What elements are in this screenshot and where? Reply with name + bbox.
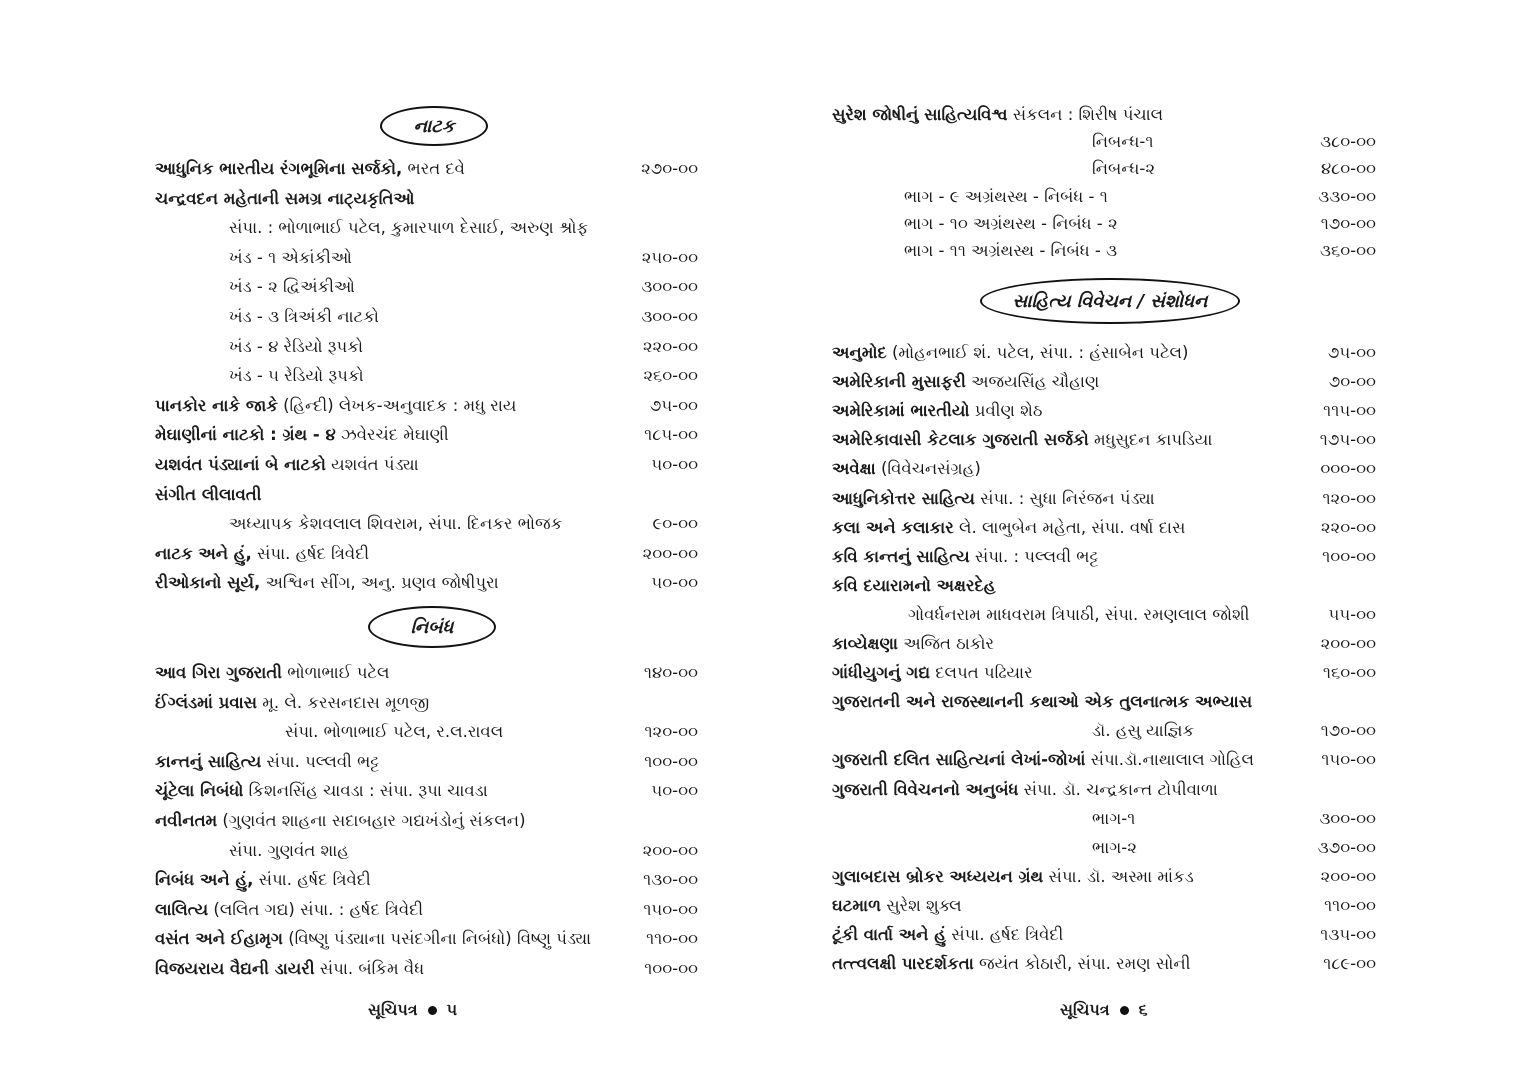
book-details: સંપા. ભોળાભાઈ પટેલ, ર.લ.રાવલ: [285, 722, 504, 742]
entry-text: [832, 779, 1218, 801]
catalog-entry: [832, 213, 1376, 237]
catalog-entry: [832, 837, 1376, 861]
book-title: ગુજરાતી દલિત સાહિત્યનાં લેખાં-જોખાં: [832, 750, 1086, 770]
entry-text: [904, 240, 1117, 262]
catalog-entry: [155, 158, 698, 182]
catalog-entry: [155, 484, 698, 508]
catalog-entry: [155, 899, 698, 923]
book-price: ૧૮૫-૦૦: [644, 425, 698, 445]
entry-text: [229, 513, 562, 535]
book-title: અમેરિકામાં ભારતીયો: [832, 401, 970, 421]
book-price: ૯૦-૦૦: [652, 514, 698, 534]
book-details: ભાગ - ૧૧ અગ્રંથસ્થ - નિબંધ - ૩: [904, 241, 1118, 260]
entry-text: [229, 840, 349, 862]
catalog-entry: [155, 721, 698, 745]
entry-text: [832, 488, 1155, 510]
entry-text: [832, 546, 1098, 568]
entry-text: [832, 953, 1190, 975]
catalog-entry: [155, 188, 698, 212]
catalog-entry: [832, 953, 1376, 977]
book-details: સંપા.ડૉ.નાથાલાલ ગોહિલ: [1085, 750, 1254, 770]
catalog-entry: [832, 604, 1376, 628]
entry-text: [832, 517, 1185, 539]
catalog-entry: [832, 808, 1376, 832]
entry-text: [229, 336, 363, 358]
catalog-entry: [155, 543, 698, 567]
catalog-entry: [832, 662, 1376, 686]
catalog-entry: [155, 336, 698, 360]
book-price: ૧૭૫-૦૦: [1319, 430, 1376, 450]
entry-text: [155, 484, 261, 506]
entry-text: [155, 958, 424, 980]
book-details: ખંડ - ૧ એકાંકીઓ: [229, 247, 352, 267]
entry-text: [832, 662, 1033, 684]
catalog-entry: [832, 371, 1376, 395]
catalog-entry: [155, 306, 698, 330]
catalog-entry: [832, 186, 1376, 210]
entry-text: [832, 575, 995, 597]
entry-text: [155, 810, 526, 832]
book-title: મેઘાણીનાં નાટકો : ગ્રંથ - ૪: [155, 425, 336, 445]
book-price: ૧૭૦-૦૦: [1320, 213, 1376, 233]
entry-text: [229, 217, 588, 239]
book-price: ૭૦-૦૦: [1328, 372, 1376, 392]
book-title: નાટક અને હું,: [155, 543, 252, 563]
catalog-entry: [155, 692, 698, 716]
catalog-entry: [832, 131, 1376, 155]
book-price: ૩૭૦-૦૦: [1317, 837, 1376, 857]
book-title: અમેરિકાવાસી કેટલાક ગુજરાતી સર્જકો: [832, 430, 1089, 450]
catalog-entry: [832, 866, 1376, 890]
book-title: કાન્તનું સાહિત્ય: [155, 751, 262, 771]
entry-text: [908, 604, 1249, 626]
book-price: ૩૩૦-૦૦: [1318, 186, 1376, 206]
book-title: ઘટમાળ: [832, 895, 881, 915]
book-price: ૧૩૦-૦૦: [643, 870, 698, 890]
catalog-entry: [832, 720, 1376, 744]
entry-text: [155, 662, 390, 684]
catalog-entry: [832, 488, 1376, 512]
book-details: ડૉ. હસુ યાજ્ઞિક: [1092, 721, 1195, 741]
right-page: [768, 0, 1536, 1086]
book-details: ભાગ-૧: [1092, 808, 1136, 828]
book-title: તત્ત્વલક્ષી પારદર્શકતા: [832, 954, 974, 974]
book-details: સંપા. હર્ષદ ત્રિવેદી: [253, 870, 371, 890]
catalog-entry: [155, 395, 698, 419]
book-price: ૭૫-૦૦: [1327, 343, 1376, 362]
entry-text: [832, 924, 1063, 946]
book-price: ૩૮૦-૦૦: [1320, 132, 1376, 152]
book-details: સંપા. : સુધા નિરંજન પંડ્યા: [974, 488, 1155, 508]
book-details: ગોવર્ધનરામ માધવરામ ત્રિપાઠી, સંપા. રમણલાલ જોશી: [908, 604, 1250, 624]
book-details: (વિષ્ણુ પંડ્યાના પસંદગીના નિબંધો) વિષ્ણુ પંડ્યા: [282, 929, 592, 949]
catalog-entry: [832, 546, 1376, 570]
book-price: ૨૫૦-૦૦: [641, 247, 698, 267]
book-title: વસંત અને ઈહામૃગ: [155, 929, 283, 949]
catalog-entry: [832, 779, 1376, 803]
book-price: ૭૫-૦૦: [649, 395, 698, 415]
book-title: આધુનિક ભારતીય રંગભૂમિના સર્જકો,: [155, 159, 403, 178]
book-price: ૨૦૦-૦૦: [642, 840, 698, 860]
catalog-entry: [155, 247, 698, 271]
catalog-entry: [155, 840, 698, 864]
book-details: સંપા. ડૉ. અસ્મા માંકડ: [1043, 866, 1194, 886]
book-details: (મોહનભાઈ શં. પટેલ, સંપા. : હંસાબેન પટેલ): [886, 343, 1189, 362]
book-price: ૪૮૦-૦૦: [1320, 159, 1376, 179]
book-details: અશ્વિન સીંગ, અનુ. પ્રણવ જોષીપુરા: [260, 573, 499, 593]
book-details: સંપા. ગુણવંત શાહ: [229, 840, 349, 860]
catalog-entry: [832, 400, 1376, 424]
catalog-entry: [832, 458, 1376, 482]
book-details: સંપા. હર્ષદ ત્રિવેદી: [251, 543, 370, 563]
book-price: ૧૦૦-૦૦: [644, 751, 698, 771]
book-price: ૩૦૦-૦૦: [641, 277, 698, 297]
book-title: ગુજરાતની અને રાજસ્થાનની કથાઓ એક તુલનાત્મક અભ્યાસ: [832, 692, 1253, 712]
catalog-entry: [155, 454, 698, 478]
book-details: નિબન્ધ-૧: [1092, 132, 1154, 152]
book-price: ૨૨૦-૦૦: [1320, 517, 1376, 537]
entry-text: [832, 429, 1212, 451]
entry-text: [832, 633, 994, 655]
book-details: ભોળાભાઈ પટેલ: [282, 663, 390, 682]
entry-text: [832, 458, 981, 480]
book-price: ૨૦૦-૦૦: [1320, 634, 1376, 653]
entry-text: [155, 899, 423, 921]
catalog-entry: [155, 217, 698, 241]
catalog-entry: [832, 429, 1376, 453]
book-title: કવિ કાન્તનું સાહિત્ય: [832, 546, 970, 566]
entry-text: [904, 213, 1118, 235]
book-details: જયંત કોઠારી, સંપા. રમણ સોની: [973, 954, 1191, 974]
catalog-entry: [155, 869, 698, 893]
catalog-entry: [155, 958, 698, 982]
entry-text: [832, 400, 1042, 422]
entry-text: [155, 751, 379, 773]
book-details: અજિત ઠાકોર: [897, 634, 995, 653]
book-details: મૂ. લે. કરસનદાસ મૂળજી: [257, 692, 430, 712]
catalog-entry: [155, 365, 698, 389]
entry-text: [285, 721, 503, 743]
book-title: અવેક્ષા: [832, 459, 876, 479]
book-price: ૧૦૦-૦૦: [644, 959, 698, 978]
book-title: આધુનિકોત્તર સાહિત્ય: [832, 488, 975, 508]
section-heading-nibandh: [368, 606, 496, 648]
book-title: અમેરિકાની મુસાફરી: [832, 372, 966, 392]
book-title: ગાંધીયુગનું ગદ્ય: [832, 663, 931, 683]
book-details: સંપા. : પલ્લવી ભટ્ટ: [969, 546, 1099, 566]
book-price: ૫૦-૦૦: [651, 573, 698, 593]
page-footer-left: [368, 1000, 457, 1020]
book-title: સંગીત લીલાવતી: [155, 484, 262, 504]
page-number: ૬: [1138, 1000, 1148, 1019]
book-details: ખંડ - ૨ દ્વિઅંકીઓ: [229, 277, 355, 297]
book-title: સુરેશ જોષીનું સાહિત્યવિશ્વ: [832, 105, 1008, 124]
book-price: ૩૦૦-૦૦: [1319, 808, 1376, 828]
book-title: ચૂંટેલા નિબંધો: [155, 781, 244, 801]
book-details: સંકલન : શિરીષ પંચાલ: [1007, 105, 1164, 124]
book-details: સંપા. પલ્લવી ભટ્ટ: [261, 751, 380, 771]
book-title: ઈંગ્લંડમાં પ્રવાસ: [155, 692, 258, 712]
book-price: ૫૦-૦૦: [651, 781, 698, 801]
book-price: ૧૭૦-૦૦: [1320, 721, 1376, 741]
entry-text: [1092, 720, 1194, 742]
book-price: ૩૬૦-૦૦: [1320, 241, 1376, 260]
page-footer-right: [1060, 1000, 1148, 1020]
section-heading-natak: [380, 106, 488, 146]
catalog-entry: [155, 572, 698, 596]
book-price: ૧૨૦-૦૦: [1322, 488, 1376, 508]
catalog-entry: [832, 575, 1376, 599]
book-details: ખંડ - ૫ રેડિયો રૂપકો: [229, 366, 364, 386]
entry-text: [155, 188, 414, 210]
book-price: ૨૬૦-૦૦: [643, 366, 698, 386]
section-heading-nibandh-label: નિબંધ: [410, 616, 454, 638]
entry-text: [832, 866, 1194, 888]
book-price: ૧૨૦-૦૦: [644, 722, 698, 742]
entry-text: [832, 895, 962, 917]
entry-text: [904, 186, 1108, 208]
catalog-entry: [832, 104, 1376, 128]
entry-text: [1092, 131, 1153, 153]
footer-label: સૂચિપત્ર: [1060, 1000, 1110, 1019]
book-title: આવ ગિરા ગુજરાતી: [155, 663, 282, 682]
book-details: યશવંત પંડ્યા: [325, 455, 419, 474]
book-price: ૨૦૦-૦૦: [642, 543, 698, 563]
book-details: સંપા. હર્ષદ ત્રિવેદી: [945, 925, 1064, 944]
entry-text: [229, 247, 352, 269]
catalog-entry: [155, 751, 698, 775]
book-price: ૦૦૦-૦૦: [1320, 459, 1376, 479]
entry-text: [155, 395, 516, 417]
entry-text: [155, 158, 465, 180]
book-details: ઝવેરચંદ મેઘાણી: [335, 425, 449, 445]
catalog-entry: [832, 749, 1376, 773]
book-price: ૧૮૯-૦૦: [1323, 954, 1376, 974]
entry-text: [229, 276, 355, 298]
catalog-entry: [832, 924, 1376, 948]
book-price: ૧૬૦-૦૦: [1322, 663, 1376, 683]
bullet-icon: [1120, 1006, 1129, 1015]
book-price: ૧૫૦-૦૦: [1321, 750, 1376, 770]
book-title: ગુલાબદાસ બ્રોકર અધ્યયન ગ્રંથ: [832, 866, 1044, 886]
catalog-entry: [155, 810, 698, 834]
book-price: ૧૧૫-૦૦: [1323, 401, 1376, 421]
book-details: સંપા. : ભોળાભાઈ પટેલ, કુમારપાળ દેસાઈ, અરુણ શ્રોફ: [229, 218, 589, 238]
book-price: ૫૦-૦૦: [651, 455, 698, 474]
book-title: ગુજરાતી વિવેચનનો અનુબંધ: [832, 779, 1019, 799]
entry-text: [155, 780, 488, 802]
catalog-entry: [832, 895, 1376, 919]
footer-label: સૂચિપત્ર: [368, 1000, 418, 1019]
book-title: લાલિત્ય: [155, 899, 209, 919]
entry-text: [229, 306, 379, 328]
book-details: લે. લાભુબેન મહેતા, સંપા. વર્ષા દાસ: [953, 517, 1186, 537]
book-title: કવિ દયારામનો અક્ષરદેહ: [832, 575, 996, 595]
book-details: ખંડ - ૩ ત્રિઅંકી નાટકો: [229, 307, 379, 326]
book-title: ચન્દ્રવદન મહેતાની સમગ્ર નાટ્યકૃતિઓ: [155, 188, 415, 208]
book-details: (લલિત ગદ્ય) સંપા. : હર્ષદ ત્રિવેદી: [208, 899, 424, 919]
book-details: સંપા. ડૉ. ચન્દ્રકાન્ત ટોપીવાળા: [1018, 779, 1218, 799]
entry-text: [832, 749, 1254, 771]
entry-text: [155, 869, 371, 891]
entry-text: [155, 454, 419, 476]
entry-text: [832, 104, 1163, 126]
book-details: નિબન્ધ-૨: [1092, 159, 1156, 179]
book-title: કાવ્યેક્ષણા: [832, 634, 898, 653]
catalog-entry: [155, 424, 698, 448]
book-title: વિજયરાય વૈદ્યની ડાયરી: [155, 959, 315, 978]
book-details: કિશનસિંહ ચાવડા : સંપા. રૂપા ચાવડા: [243, 781, 488, 801]
book-details: અધ્યાપક કેશવલાલ શિવરામ, સંપા. દિનકર ભોજક: [229, 514, 563, 534]
catalog-entry: [832, 158, 1376, 182]
section-heading-sahitya-vivechan: [980, 278, 1240, 324]
entry-text: [155, 928, 591, 950]
entry-text: [832, 342, 1188, 364]
book-details: દલપત પઢિયાર: [930, 663, 1033, 683]
catalog-entry: [155, 276, 698, 300]
catalog-entry: [155, 780, 698, 804]
bullet-icon: [428, 1006, 437, 1015]
catalog-entry: [155, 928, 698, 952]
entry-text: [1092, 837, 1137, 859]
entry-text: [155, 424, 449, 446]
book-title: નવીનતમ: [155, 811, 218, 830]
book-price: ૧૫૦-૦૦: [643, 899, 698, 919]
entry-text: [155, 692, 429, 714]
book-price: ૧૩૫-૦૦: [1320, 925, 1376, 944]
catalog-entry: [155, 513, 698, 537]
book-title: નિબંધ અને હું,: [155, 870, 254, 890]
book-details: પ્રવીણ શેઠ: [969, 401, 1043, 421]
section-heading-natak-label: નાટક: [413, 115, 455, 137]
catalog-entry: [155, 662, 698, 686]
book-details: અજયસિંહ ચૌહાણ: [965, 372, 1100, 392]
book-details: સુરેશ શુક્લ: [880, 895, 962, 915]
catalog-entry: [832, 633, 1376, 657]
entry-text: [229, 365, 364, 387]
entry-text: [1092, 808, 1135, 830]
catalog-entry: [832, 691, 1376, 715]
catalog-entry: [832, 517, 1376, 541]
book-details: (વિવેચનસંગ્રહ): [875, 459, 981, 479]
book-details: સંપા. બંકિમ વૈધ: [314, 959, 425, 978]
book-title: રીઓકાનો સૂર્ય,: [155, 573, 261, 593]
entry-text: [832, 691, 1252, 713]
book-details: ભાગ-૨: [1092, 837, 1137, 857]
entry-text: [1092, 158, 1155, 180]
catalog-entry: [832, 342, 1376, 366]
book-price: ૧૦૦-૦૦: [1322, 546, 1376, 566]
book-price: ૫૫-૦૦: [1328, 604, 1376, 624]
catalog-entry: [832, 240, 1376, 264]
book-title: યશવંત પંડ્યાનાં બે નાટકો: [155, 455, 326, 474]
book-price: ૧૪૦-૦૦: [643, 663, 698, 682]
entry-text: [155, 543, 369, 565]
book-details: (ગુણવંત શાહના સદાબહાર ગદ્યખંડોનું સંકલન): [217, 811, 526, 830]
page-number: ૫: [446, 1000, 458, 1019]
book-details: (હિન્દી) લેખક-અનુવાદક : મધુ રાય: [277, 395, 517, 415]
book-title: ટૂંકી વાર્તા અને હું: [832, 925, 946, 944]
book-price: ૧૧૦-૦૦: [646, 929, 698, 949]
book-title: કલા અને કલાકાર: [832, 517, 954, 537]
entry-text: [832, 371, 1099, 393]
section-heading-sahitya-vivechan-label: સાહિત્ય વિવેચન / સંશોધન: [1012, 290, 1208, 312]
entry-text: [155, 572, 499, 594]
book-price: ૨૦૦-૦૦: [1320, 866, 1376, 886]
book-price: ૨૭૦-૦૦: [641, 159, 698, 178]
book-details: મધુસુદન કાપડિયા: [1088, 430, 1213, 450]
book-details: ભાગ - ૯ અગ્રંથસ્થ - નિબંધ - ૧: [904, 186, 1108, 206]
book-title: પાનકોર નાકે જાકે: [155, 395, 278, 415]
book-price: ૨૨૦-૦૦: [642, 336, 698, 356]
book-details: ખંડ - ૪ રેડિયો રૂપકો: [229, 336, 364, 356]
book-details: ભાગ - ૧૦ અગ્રંથસ્થ - નિબંધ - ૨: [904, 213, 1118, 233]
book-details: ભરત દવે: [402, 159, 465, 178]
book-title: અનુમોદ: [832, 343, 887, 362]
book-price: ૧૧૦-૦૦: [1324, 895, 1376, 915]
book-price: ૩૦૦-૦૦: [641, 307, 698, 326]
